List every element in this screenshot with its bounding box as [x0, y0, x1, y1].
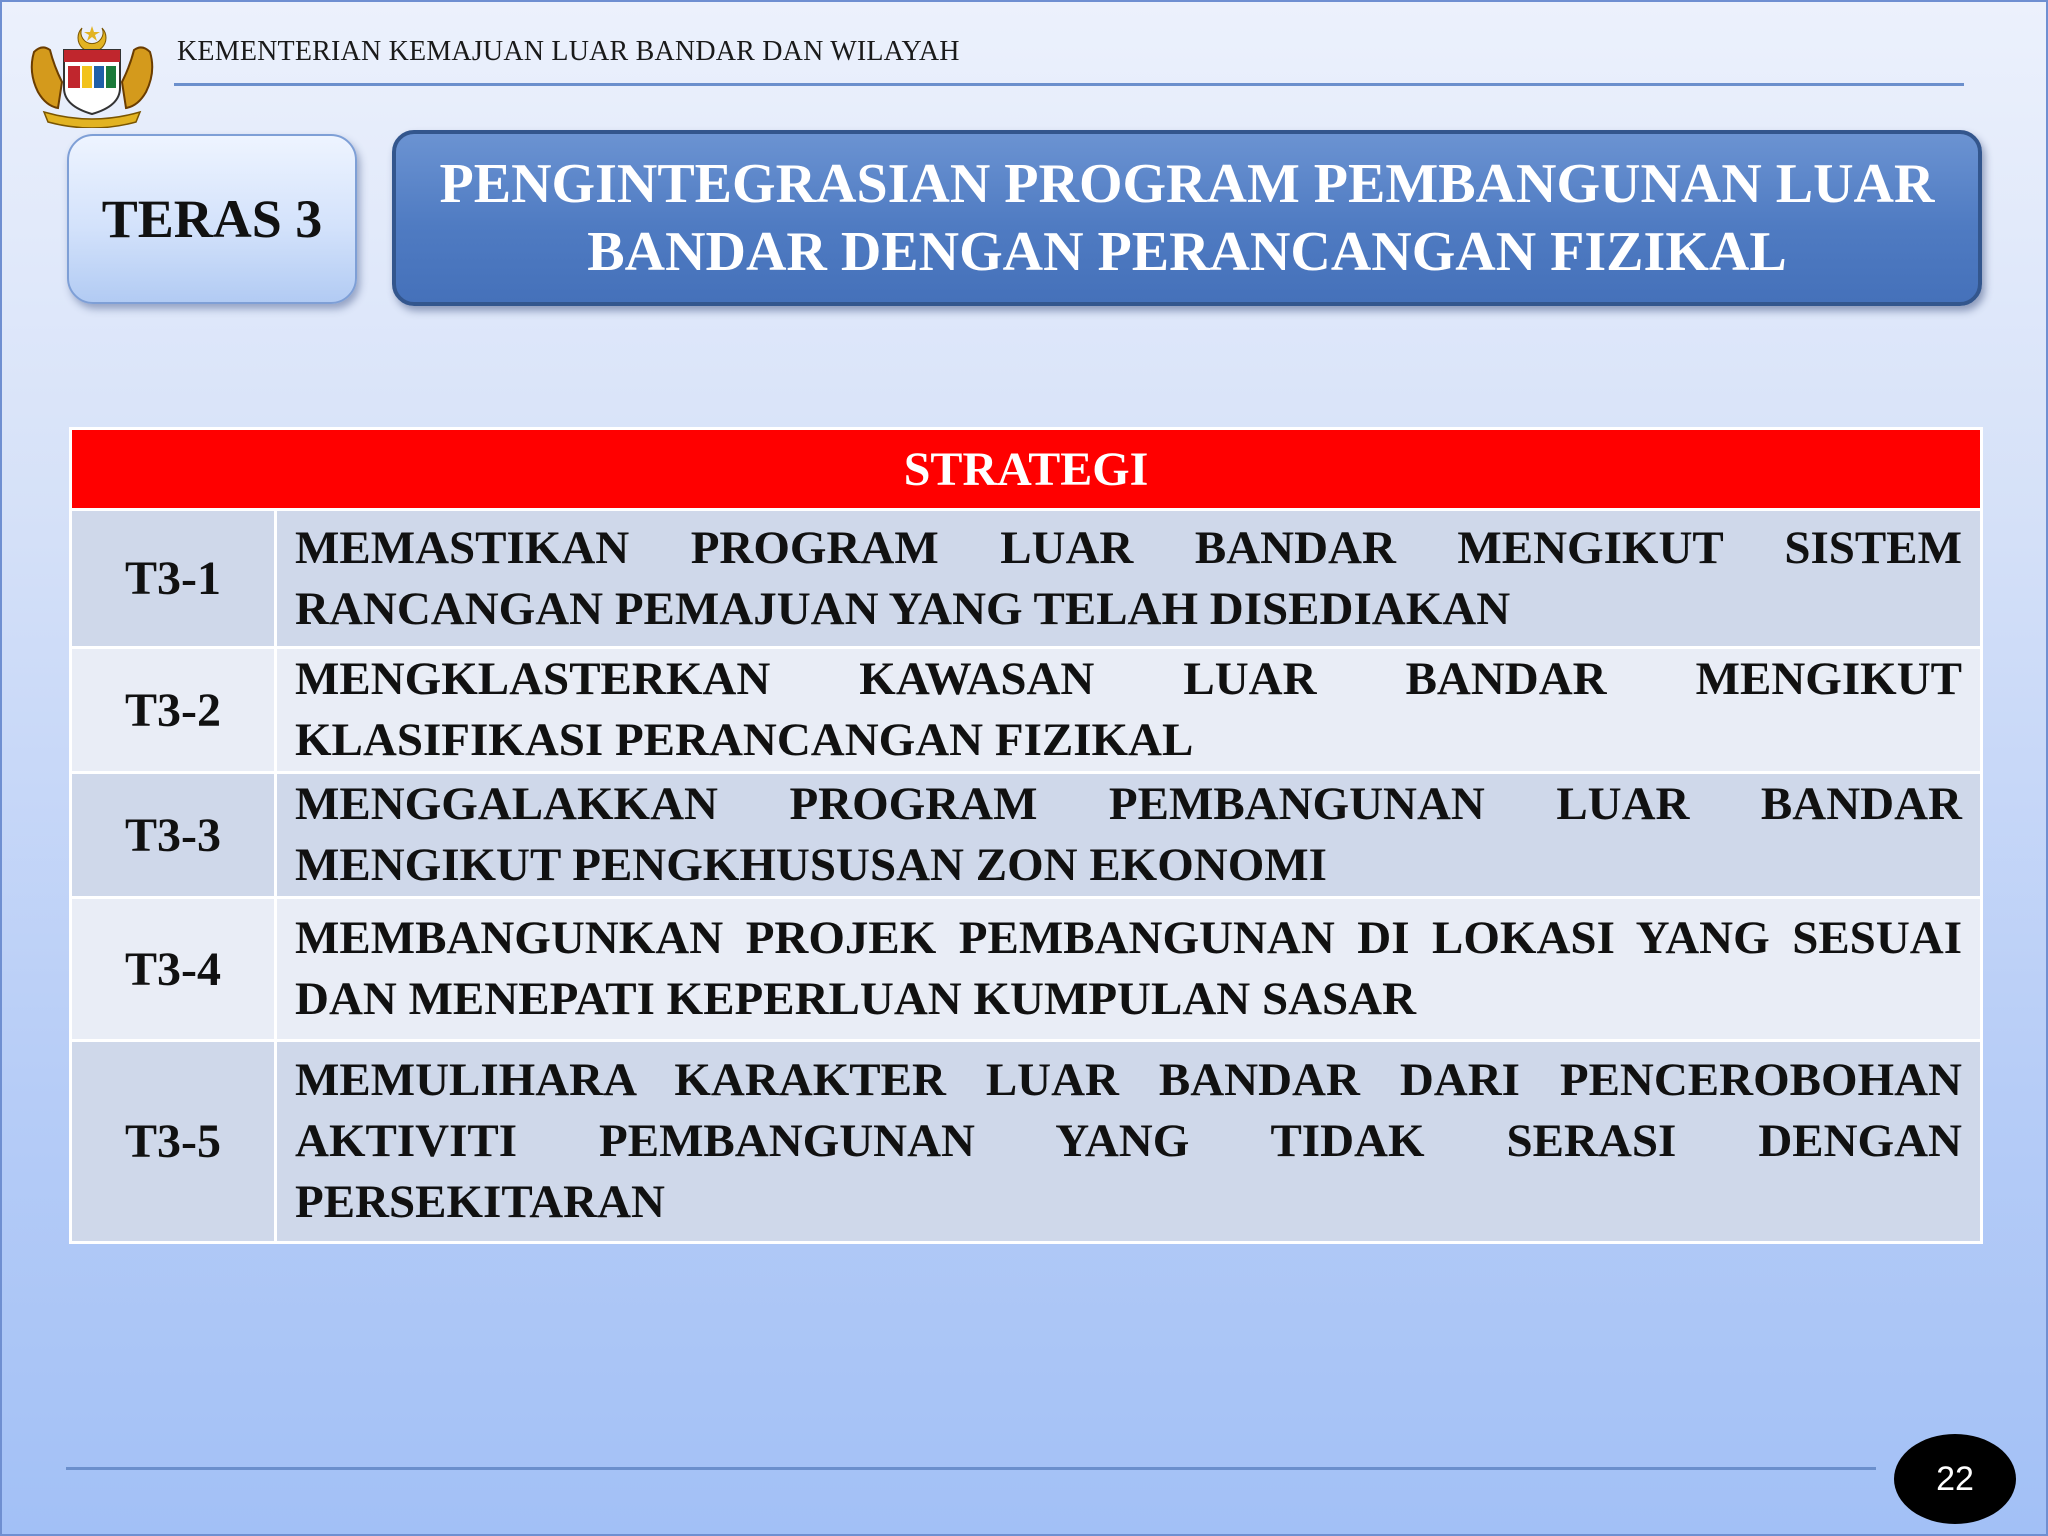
strategy-code: T3-1 — [71, 510, 276, 648]
title-panel — [392, 130, 1982, 306]
table-row — [71, 648, 1982, 773]
strategy-header: STRATEGI — [71, 429, 1982, 510]
strategy-code: T3-5 — [71, 1041, 276, 1243]
footer-divider — [66, 1467, 1876, 1470]
header-divider — [174, 83, 1964, 86]
table-row — [71, 1041, 1982, 1243]
page-number: 22 — [1936, 1459, 1974, 1498]
table-row — [71, 510, 1982, 648]
strategy-code: T3-4 — [71, 898, 276, 1041]
table-row — [71, 898, 1982, 1041]
teras-badge — [67, 134, 357, 304]
strategy-text: MEMASTIKAN PROGRAM LUAR BANDAR MENGIKUT SISTEM RANCANGAN PEMAJUAN YANG TELAH DISEDIAKAN — [276, 510, 1982, 648]
coat-of-arms-icon — [24, 22, 160, 128]
title-line-2: BANDAR DENGAN PERANCANGAN FIZIKAL — [587, 221, 1787, 283]
ministry-name: KEMENTERIAN KEMAJUAN LUAR BANDAR DAN WILAYAH — [177, 36, 960, 67]
page-number-badge — [1894, 1434, 2016, 1524]
title-line-1: PENGINTEGRASIAN PROGRAM PEMBANGUNAN LUAR — [439, 153, 1935, 215]
strategy-text: MEMULIHARA KARAKTER LUAR BANDAR DARI PENCEROBOHAN AKTIVITI PEMBANGUNAN YANG TIDAK SERASI DENGAN PERSEKITARAN — [276, 1041, 1982, 1243]
teras-label: TERAS 3 — [101, 189, 323, 249]
strategy-code: T3-3 — [71, 773, 276, 898]
strategy-text: MENGKLASTERKAN KAWASAN LUAR BANDAR MENGIKUT KLASIFIKASI PERANCANGAN FIZIKAL — [276, 648, 1982, 773]
strategy-text: MEMBANGUNKAN PROJEK PEMBANGUNAN DI LOKASI YANG SESUAI DAN MENEPATI KEPERLUAN KUMPULAN SASAR — [276, 898, 1982, 1041]
strategy-code: T3-2 — [71, 648, 276, 773]
strategy-text: MENGGALAKKAN PROGRAM PEMBANGUNAN LUAR BANDAR MENGIKUT PENGKHUSUSAN ZON EKONOMI — [276, 773, 1982, 898]
strategy-table — [69, 427, 1983, 1244]
table-row — [71, 773, 1982, 898]
